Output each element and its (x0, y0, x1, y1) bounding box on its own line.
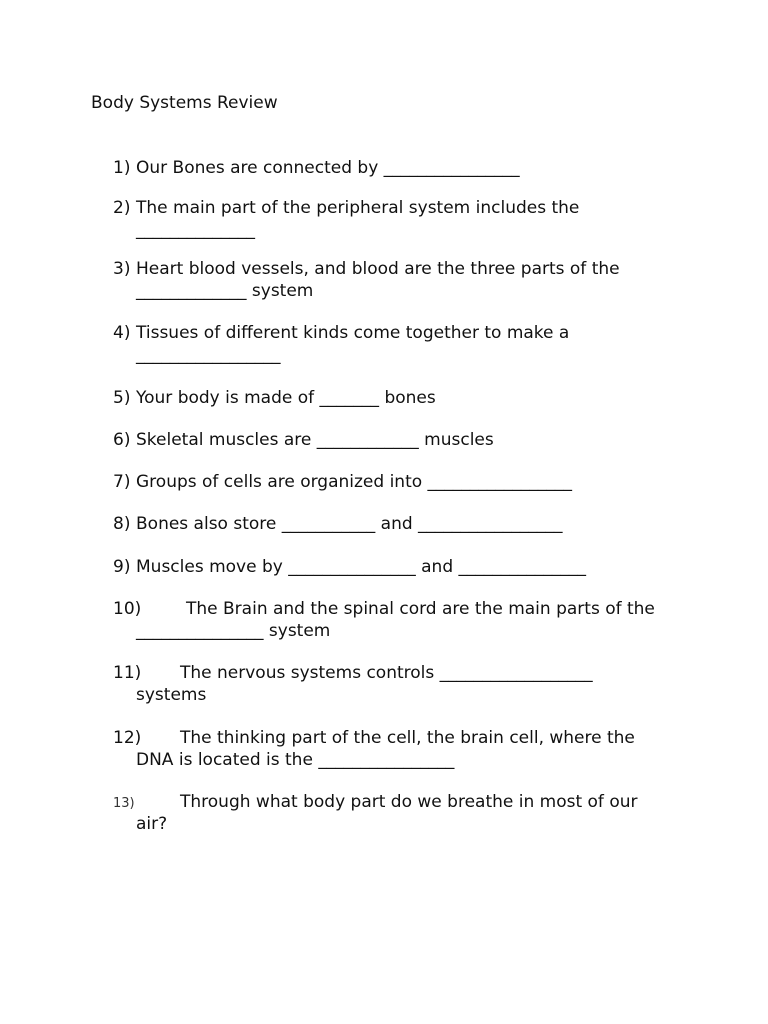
question-text: The Brain and the spinal cord are the main parts of the (186, 599, 655, 619)
question-number: 10) (113, 599, 142, 619)
question-text: Groups of cells are organized into _________________ (136, 472, 573, 492)
question-number: 6) (113, 430, 131, 450)
question-text-continued: _________________ (136, 345, 281, 365)
question-text: The main part of the peripheral system includes the (136, 198, 580, 218)
question-text: Bones also store ___________ and _________________ (136, 514, 563, 534)
question-text: Your body is made of _______ bones (136, 388, 436, 408)
question-text: Muscles move by _______________ and _______________ (136, 557, 587, 577)
question-number: 3) (113, 259, 131, 279)
question-number: 8) (113, 514, 131, 534)
question-text-continued: ______________ (136, 220, 255, 240)
question-text: Tissues of different kinds come together to make a (136, 323, 570, 343)
question-number: 4) (113, 323, 131, 343)
question-text-continued: systems (136, 685, 207, 705)
worksheet-title: Body Systems Review (91, 93, 278, 113)
question-number: 5) (113, 388, 131, 408)
question-text: Heart blood vessels, and blood are the three parts of the (136, 259, 620, 279)
question-number: 11) (113, 663, 142, 683)
question-text: Through what body part do we breathe in most of our (180, 792, 638, 812)
question-number: 9) (113, 557, 131, 577)
question-text-continued: DNA is located is the ________________ (136, 750, 455, 770)
question-number: 2) (113, 198, 131, 218)
question-text: Skeletal muscles are ____________ muscles (136, 430, 494, 450)
question-text-continued: _____________ system (136, 281, 314, 301)
question-text: The thinking part of the cell, the brain cell, where the (180, 728, 635, 748)
question-text: The nervous systems controls __________________ (180, 663, 593, 683)
question-number: 13) (113, 796, 135, 811)
question-number: 1) (113, 158, 131, 178)
question-text: Our Bones are connected by ________________ (136, 158, 520, 178)
question-text-continued: _______________ system (136, 621, 331, 641)
question-number: 12) (113, 728, 142, 748)
question-number: 7) (113, 472, 131, 492)
question-text-continued: air? (136, 814, 168, 834)
